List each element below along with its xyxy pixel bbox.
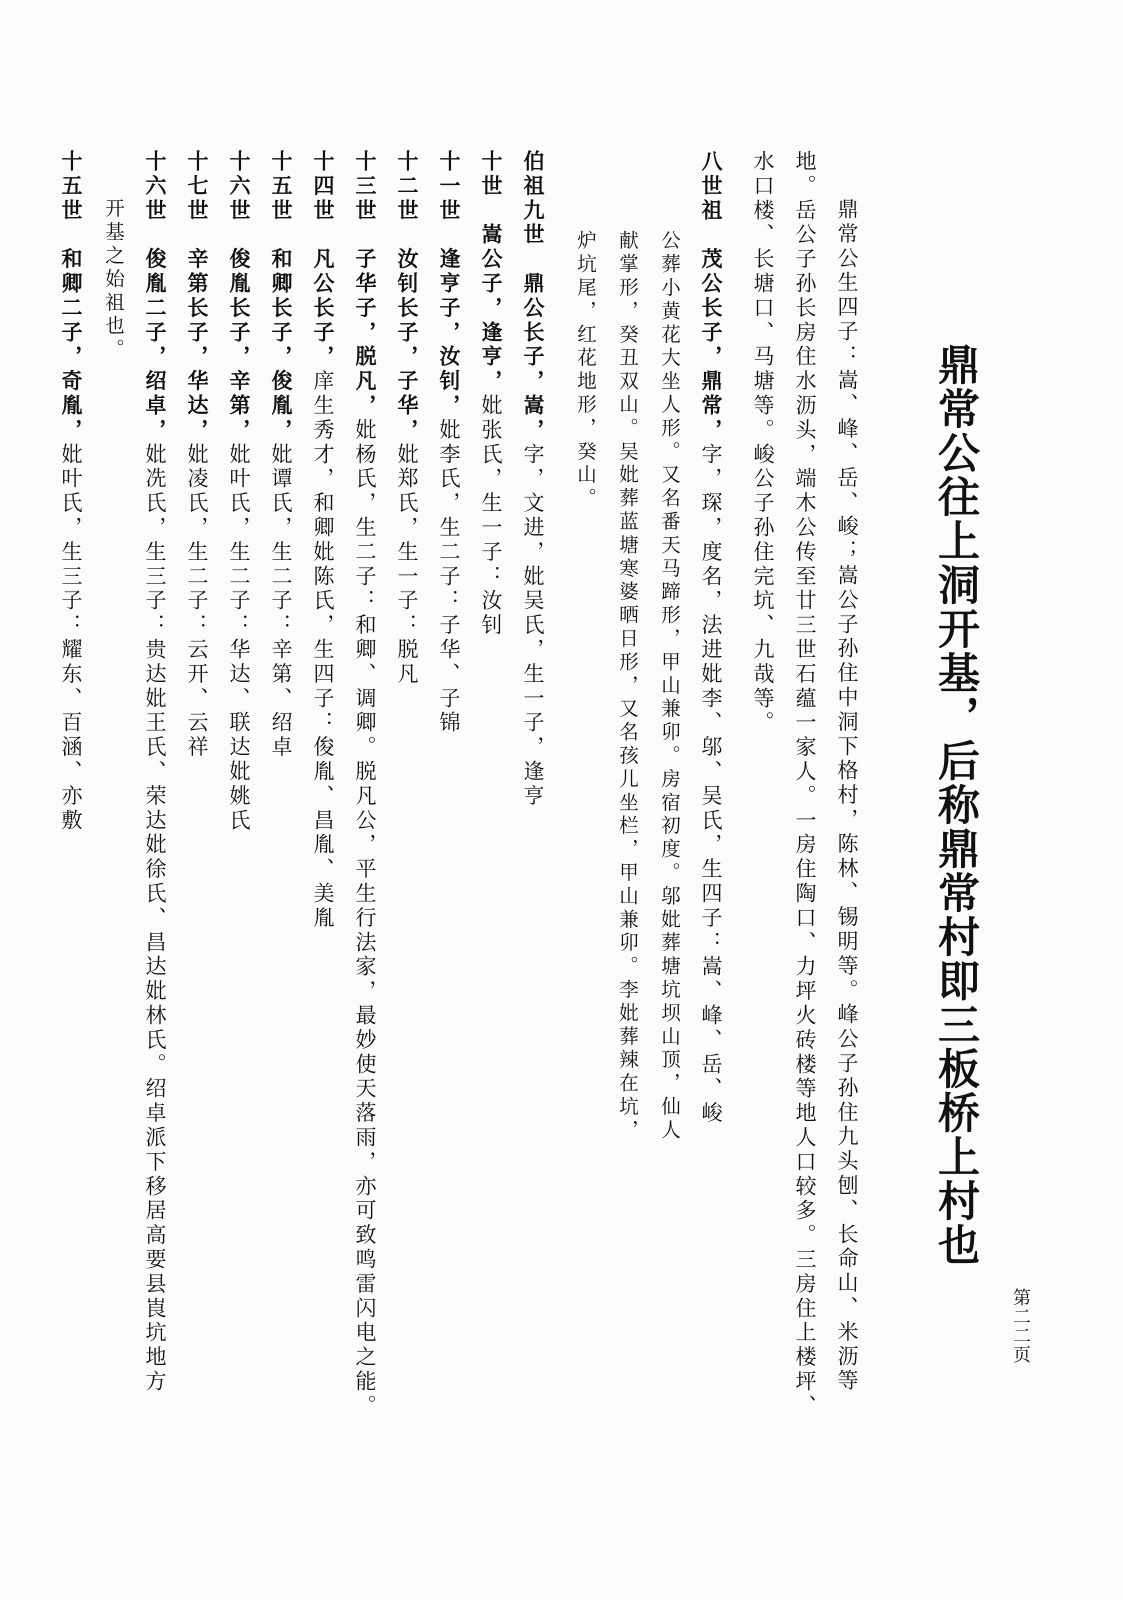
- ancestor-name: 和卿二子，奇胤，: [59, 247, 83, 443]
- genealogy-entry-continuation: [648, 150, 690, 1500]
- ancestor-name: 茂公长子，鼎常，: [699, 247, 723, 443]
- ancestor-name: 逢亨子，汝钊，: [437, 247, 461, 419]
- ancestor-name: 辛第长子，华达，: [185, 247, 209, 443]
- genealogy-entry: [428, 150, 470, 1500]
- entry-text: 献掌形，癸丑双山。吴妣葬蓝塘寒婆晒日形，又名孩儿坐栏，甲山兼卯。李妣葬辣在坑，: [616, 230, 639, 1143]
- entry-text: 字，文进，妣吴氏，生一子，逢亨: [521, 442, 545, 809]
- genealogy-entry-continuation: [92, 150, 134, 1500]
- generation-label: 十五世: [269, 150, 293, 224]
- entry-text: 妣杨氏，生二子：和卿、调卿。脱凡公，平生行法家，最妙使天落雨，亦可致鸣雷闪电之能。: [353, 418, 377, 1419]
- ancestor-name: 汝钊长子，子华，: [395, 247, 419, 443]
- genealogy-entry-continuation: [564, 150, 606, 1500]
- entry-text: 妣李氏，生二子：子华、子锦: [437, 418, 461, 736]
- ancestor-name: 鼎公长子，嵩，: [521, 272, 545, 443]
- generation-label: 伯祖九世: [521, 150, 545, 248]
- genealogy-entry-continuation: [606, 150, 648, 1500]
- generation-label: 十二世: [395, 150, 419, 224]
- generation-label: 十一世: [437, 150, 461, 224]
- entry-text: 妣冼氏，生三子：贵达妣王氏、荣达妣徐氏、昌达妣林氏。绍卓派下移居高要县崀坑地方: [143, 442, 167, 1395]
- genealogy-entry: [690, 150, 732, 1500]
- ancestor-name: 俊胤长子，辛第，: [227, 247, 251, 443]
- entry-text: 妣谭氏，生二子：辛第、绍卓: [269, 442, 293, 761]
- genealogy-entry: [386, 150, 428, 1500]
- entry-text: 庠生秀才，和卿妣陈氏，生四子：俊胤、昌胤、美胤: [311, 369, 335, 931]
- generation-label: 十五世: [59, 150, 83, 224]
- generation-label: 十世: [479, 150, 503, 199]
- entry-text: 公葬小黄花大坐人形。又名番天马蹄形，甲山兼卯。房宿初度。邬妣葬塘坑坝山顶，仙人: [658, 230, 681, 1143]
- entry-text: 妣郑氏，生一子：脱凡: [395, 442, 419, 687]
- generation-label: 十四世: [311, 150, 335, 224]
- intro-text: 鼎常公生四子：嵩、峰、岳、峻；嵩公子孙住中洞下格村，陈林、锡明等。峰公子孙住九头刨、长命山、米沥等: [835, 198, 859, 1394]
- genealogy-entry: [512, 150, 554, 1500]
- genealogy-entry: [50, 150, 92, 1500]
- ancestor-name: 和卿长子，俊胤，: [269, 247, 293, 443]
- genealogy-entry: [302, 150, 344, 1500]
- genealogy-entry: [344, 150, 386, 1500]
- genealogy-entry: [176, 150, 218, 1500]
- entry-text: 妣叶氏，生三子：耀东、百涵、亦敷: [59, 442, 83, 834]
- entry-text: 妣凌氏，生二子：云开、云祥: [185, 442, 209, 761]
- entry-text: 炉坑尾，红花地形，癸山。: [574, 230, 597, 511]
- generation-label: 十六世: [227, 150, 251, 224]
- entry-text: 妣叶氏，生二子：华达、联达妣姚氏: [227, 442, 251, 834]
- entry-text: 字，琛，度名，法进妣李、邬、吴氏，生四子：嵩、峰、岳、峻: [699, 442, 723, 1127]
- ancestor-name: 嵩公子，逢亨，: [479, 223, 503, 395]
- generation-label: 十六世: [143, 150, 167, 224]
- page-number: 第二二页: [1010, 1288, 1031, 1364]
- intro-text: 水口楼、长塘口、马塘等。峻公子孙住完坑、九哉等。: [751, 150, 775, 736]
- genealogy-entry: [218, 150, 260, 1500]
- intro-line: [742, 150, 784, 1500]
- genealogy-entry: [134, 150, 176, 1500]
- ancestor-name: 俊胤二子，绍卓，: [143, 247, 167, 443]
- intro-line: [784, 150, 826, 1500]
- body-text: [50, 150, 868, 1500]
- generation-label: 八世祖: [699, 150, 723, 224]
- generation-label: 十三世: [353, 150, 377, 224]
- ancestor-name: 凡公长子，: [311, 247, 335, 370]
- intro-line: [826, 150, 868, 1500]
- genealogy-entry: [260, 150, 302, 1500]
- genealogy-entry: [470, 150, 512, 1500]
- generation-label: 十七世: [185, 150, 209, 224]
- entry-text: 妣张氏，生一子：汝钊: [479, 394, 503, 639]
- ancestor-name: 子华子，脱凡，: [353, 247, 377, 419]
- intro-text: 地。岳公子孙长房住水沥头，端木公传至廿三世石蕴一家人。一房住陶口、力坪火砖楼等地人口较多。三房住上楼坪、: [793, 150, 817, 1419]
- entry-text: 开基之始祖也。: [102, 198, 125, 362]
- page-title: 鼎常公往上洞开基，后称鼎常村即三板桥上村也: [932, 343, 981, 1267]
